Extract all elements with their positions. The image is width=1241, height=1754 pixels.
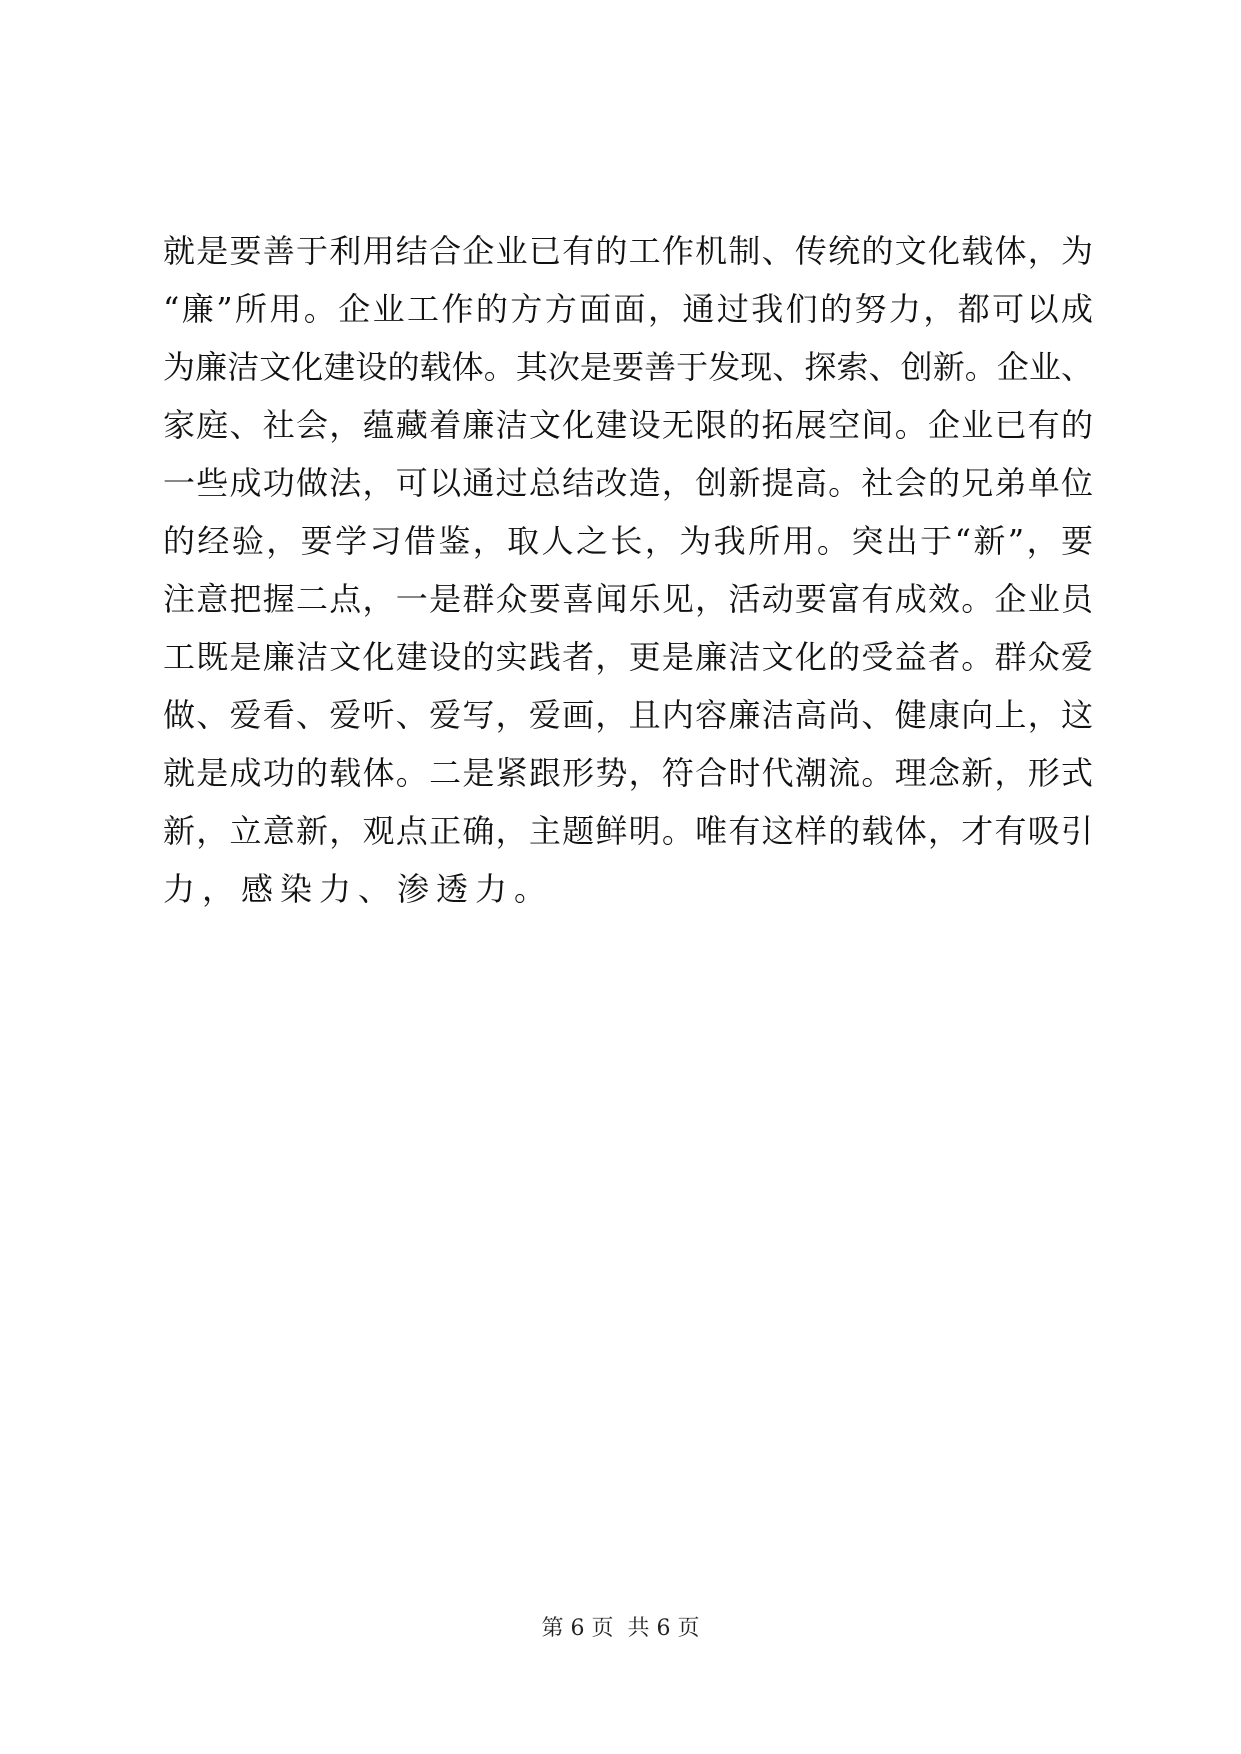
- body-paragraph: [163, 222, 1093, 918]
- paragraph-line: 为廉洁文化建设的载体。其次是要善于发现、探索、创新。企业、: [163, 348, 1093, 386]
- paragraph-line: 新，立意新，观点正确，主题鲜明。唯有这样的载体，才有吸引: [163, 812, 1093, 850]
- paragraph-line: “廉”所用。企业工作的方方面面，通过我们的努力，都可以成: [163, 290, 1093, 328]
- paragraph-line: 家庭、社会，蕴藏着廉洁文化建设无限的拓展空间。企业已有的: [163, 406, 1093, 444]
- paragraph-line: 做、爱看、爱听、爱写，爱画，且内容廉洁高尚、健康向上，这: [163, 696, 1093, 734]
- page-footer: [0, 1614, 1241, 1644]
- paragraph-line: 就是成功的载体。二是紧跟形势，符合时代潮流。理念新，形式: [163, 754, 1093, 792]
- paragraph-line: 注意把握二点，一是群众要喜闻乐见，活动要富有成效。企业员: [163, 580, 1093, 618]
- paragraph-line: 力，感染力、渗透力。: [163, 870, 554, 908]
- page-total: 共 6 页: [627, 1616, 700, 1641]
- paragraph-line: 一些成功做法，可以通过总结改造，创新提高。社会的兄弟单位: [163, 464, 1093, 502]
- page-number: 第 6 页: [541, 1616, 614, 1641]
- paragraph-line: 就是要善于利用结合企业已有的工作机制、传统的文化载体，为: [163, 232, 1093, 270]
- paragraph-line: 工既是廉洁文化建设的实践者，更是廉洁文化的受益者。群众爱: [163, 638, 1093, 676]
- paragraph-line: 的经验，要学习借鉴，取人之长，为我所用。突出于“新”，要: [163, 522, 1093, 560]
